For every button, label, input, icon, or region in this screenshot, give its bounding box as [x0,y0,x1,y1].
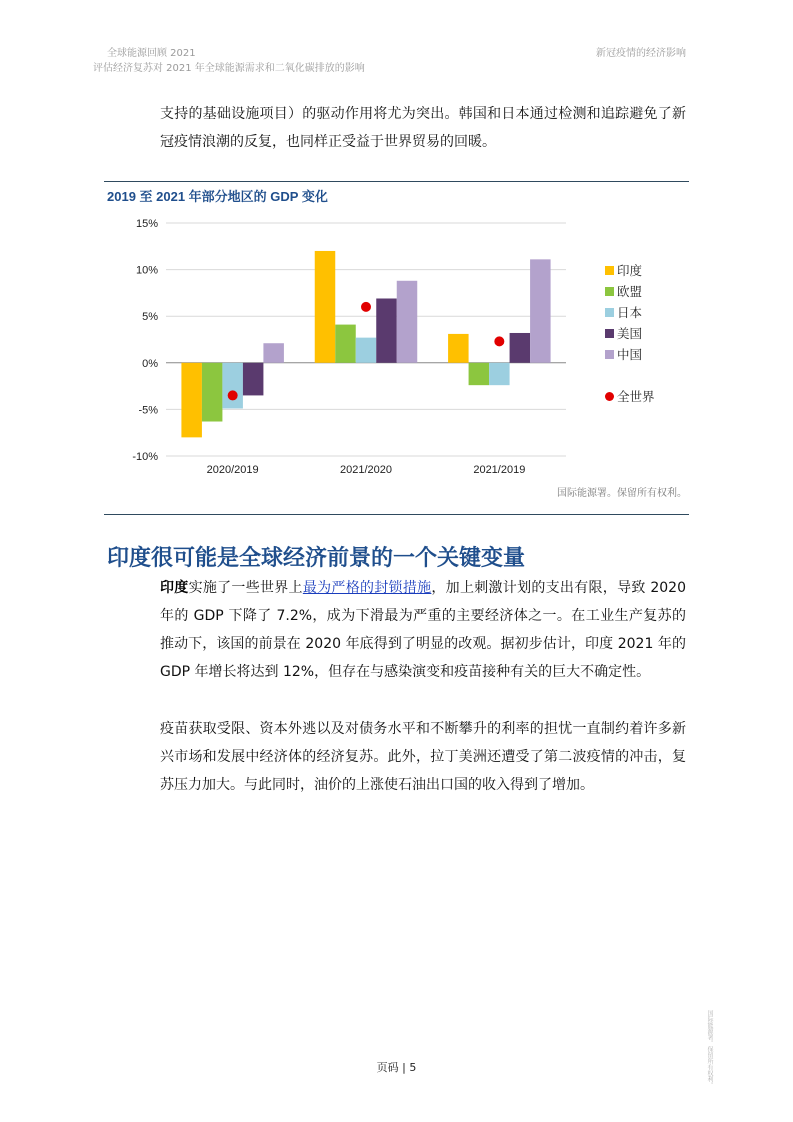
india-text-1: 实施了一些世界上 [188,580,303,596]
bar-美国-2021/2019 [510,333,531,363]
lockdown-measures-link[interactable]: 最为严格的封锁措施 [302,580,432,596]
bar-中国-2020/2019 [263,343,284,363]
figure-bottom-rule [104,514,689,515]
section-heading: 印度很可能是全球经济前景的一个关键变量 [107,546,526,571]
figure-top-rule [104,181,689,182]
x-tick-label: 2021/2019 [473,464,526,476]
header-report-subtitle: 评估经济复苏对 2021 年全球能源需求和二氧化碳排放的影响 [93,63,365,74]
header-chapter-title: 新冠疫情的经济影响 [596,48,686,59]
header-report-title: 全球能源回顾 2021 [107,48,196,59]
y-tick-label: -10% [132,451,158,463]
world-marker [361,302,371,312]
bar-美国-2021/2020 [376,298,397,362]
legend-swatch [605,350,614,359]
legend-label: 美国 [617,326,643,341]
side-copyright-note: 国际能源署。保留所有权利。 [706,1010,713,1088]
figure-title: 2019 至 2021 年部分地区的 GDP 变化 [107,189,328,204]
y-tick-label: -5% [138,404,158,417]
bar-日本-2020/2019 [222,363,243,409]
legend-label: 中国 [617,347,643,362]
bar-日本-2021/2019 [489,363,510,385]
india-paragraph [160,574,686,686]
legend-label: 印度 [617,263,643,278]
intro-paragraph: 支持的基础设施项目）的驱动作用将尤为突出。韩国和日本通过检测和追踪避免了新冠疫情浪潮的反复，也同样正受益于世界贸易的回暖。 [160,106,686,150]
bar-欧盟-2020/2019 [202,363,223,422]
figure-source: 国际能源署。保留所有权利。 [557,488,687,499]
bar-日本-2021/2020 [356,338,377,363]
legend-label: 全世界 [617,389,655,404]
bar-欧盟-2021/2019 [469,363,490,385]
y-tick-label: 0% [142,357,158,370]
legend-label: 日本 [617,305,643,320]
india-bold-term: 印度 [160,580,189,596]
legend-swatch [605,329,614,338]
x-tick-label: 2021/2020 [340,464,392,476]
legend-swatch [605,308,614,317]
bar-中国-2021/2019 [530,259,551,362]
world-marker [494,336,504,346]
bar-印度-2021/2019 [448,334,469,363]
y-tick-label: 5% [142,311,158,324]
legend-label: 欧盟 [617,284,643,299]
world-marker [228,390,238,400]
legend-swatch [605,266,614,275]
bar-印度-2020/2019 [181,363,202,438]
legend-swatch [605,287,614,296]
x-tick-label: 2020/2019 [206,464,259,476]
y-tick-label: 15% [135,218,158,230]
page-number: 页码 | 5 [376,1061,417,1074]
legend-world-marker [605,392,614,401]
vaccine-paragraph: 疫苗获取受限、资本外逃以及对债务水平和不断攀升的利率的担忧一直制约着许多新兴市场和发展中经济体的经济复苏。此外，拉丁美洲还遭受了第二波疫情的冲击，复苏压力加大。与此同时，油价的上涨使石油出口国的收入得到了增加。 [160,721,686,793]
y-tick-label: 10% [135,264,158,277]
bar-美国-2020/2019 [243,363,264,396]
india-text-2: ，加上刺激计划的支出有限，导致 2020 年的 GDP 下降了 7.2%，成为下滑最为严重的主要经济体之一。在工业生产复苏的推动下，该国的前景在 2020 年底得到了明显的改观。据初步估计，印度 2021 年的 GDP 年增长将达到 12%，但存在与感染演变和疫苗接种有关的巨大不确定性。 [160,580,686,680]
bar-印度-2021/2020 [315,251,336,363]
bar-欧盟-2021/2020 [335,325,356,363]
gdp-bar-chart [104,205,694,485]
bar-中国-2021/2020 [397,281,418,363]
